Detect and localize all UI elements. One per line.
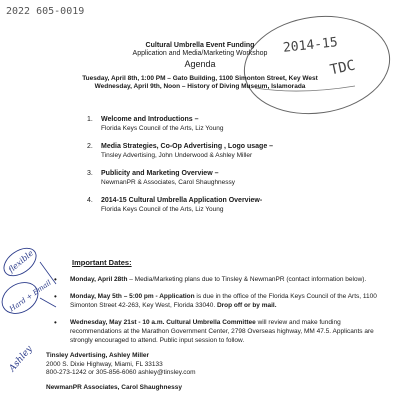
agenda-item bbox=[87, 116, 387, 143]
header-agenda: Agenda bbox=[184, 59, 216, 69]
date-lead: Monday, May 5th – 5:00 pm - Application bbox=[70, 293, 195, 300]
handwritten-file-id: 2022 605-0019 bbox=[6, 6, 85, 17]
agenda-presenter: Tinsley Advertising, John Underwood & Ashley Miller bbox=[101, 152, 253, 159]
agenda-item bbox=[87, 197, 387, 224]
handwritten-tdc: TDC bbox=[328, 57, 357, 79]
header-session-1: Tuesday, April 8th, 1:00 PM – Gato Building, 1100 Simonton Street, Key West bbox=[82, 75, 318, 82]
date-text: – Media/Marketing plans due to Tinsley & NewmanPR (contact information below). bbox=[127, 276, 367, 283]
date-item bbox=[54, 275, 394, 284]
date-lead: Wednesday, May 21st - 10 a.m. Cultural Umbrella Committee bbox=[70, 319, 256, 326]
agenda-number: 4. bbox=[87, 197, 93, 204]
agenda-title: 2014-15 Cultural Umbrella Application Overview- bbox=[101, 197, 263, 204]
agenda-item bbox=[87, 143, 387, 170]
bullet-icon: • bbox=[54, 292, 57, 301]
agenda-presenter: NewmanPR & Associates, Carol Shaughnessy bbox=[101, 179, 236, 186]
contact-phone-email: 800-273-1242 or 305-856-6060 ashley@tinsley.com bbox=[46, 369, 196, 376]
agenda-title: Publicity and Marketing Overview – bbox=[101, 170, 219, 177]
agenda-number: 3. bbox=[87, 170, 93, 177]
header-title: Cultural Umbrella Event Funding bbox=[145, 42, 255, 49]
agenda-list bbox=[87, 116, 387, 224]
date-lead: Monday, April 28th bbox=[70, 276, 128, 283]
important-dates-list bbox=[54, 275, 394, 353]
agenda-number: 1. bbox=[87, 116, 93, 123]
agenda-title: Media Strategies, Co-Op Advertising , Logo usage – bbox=[101, 143, 274, 150]
header-subtitle: Application and Media/Marketing Workshop bbox=[132, 50, 268, 57]
important-dates-heading: Important Dates: bbox=[72, 258, 132, 267]
contact-address: 2000 S. Dixie Highway, Miami, FL 33133 bbox=[46, 360, 163, 368]
handwritten-flexible: flexible bbox=[6, 248, 35, 275]
bullet-icon: • bbox=[54, 275, 57, 284]
date-item bbox=[54, 292, 394, 310]
contact-name: NewmanPR Associates, Carol Shaughnessy bbox=[46, 383, 182, 391]
agenda-title: Welcome and Introductions – bbox=[101, 116, 199, 123]
agenda-presenter: Florida Keys Council of the Arts, Liz Young bbox=[101, 206, 224, 213]
header-session-2: Wednesday, April 9th, Noon – History of Diving Museum, Islamorada bbox=[94, 83, 306, 90]
date-tail: Drop off or by mail. bbox=[215, 302, 277, 309]
handwritten-year: 2014-15 bbox=[282, 35, 339, 56]
agenda-item bbox=[87, 170, 387, 197]
contact-block bbox=[46, 384, 346, 393]
contacts-section bbox=[46, 352, 346, 398]
document-header bbox=[0, 42, 400, 90]
handwritten-ashley: Ashley bbox=[7, 344, 35, 374]
agenda-number: 2. bbox=[87, 143, 93, 150]
contact-block bbox=[46, 352, 346, 378]
date-text: is due in the office of the Florida Keys Council of the Arts, 1100 Simonton Street 42-263, Key West, Florida 33040. bbox=[70, 293, 377, 309]
contact-name: Tinsley Advertising, Ashley Miller bbox=[46, 352, 150, 359]
date-item bbox=[54, 318, 394, 345]
agenda-presenter: Florida Keys Council of the Arts, Liz Young bbox=[101, 125, 224, 132]
date-text: will review and make funding recommendations at the Marathon Government Center, 2798 Overseas highway, MM 47.5. Applicants are strongly encouraged to attend. Public input session to follow. bbox=[70, 319, 374, 344]
bullet-icon: • bbox=[54, 318, 57, 327]
handwritten-hard-copy: Hard + Email bbox=[8, 278, 53, 314]
